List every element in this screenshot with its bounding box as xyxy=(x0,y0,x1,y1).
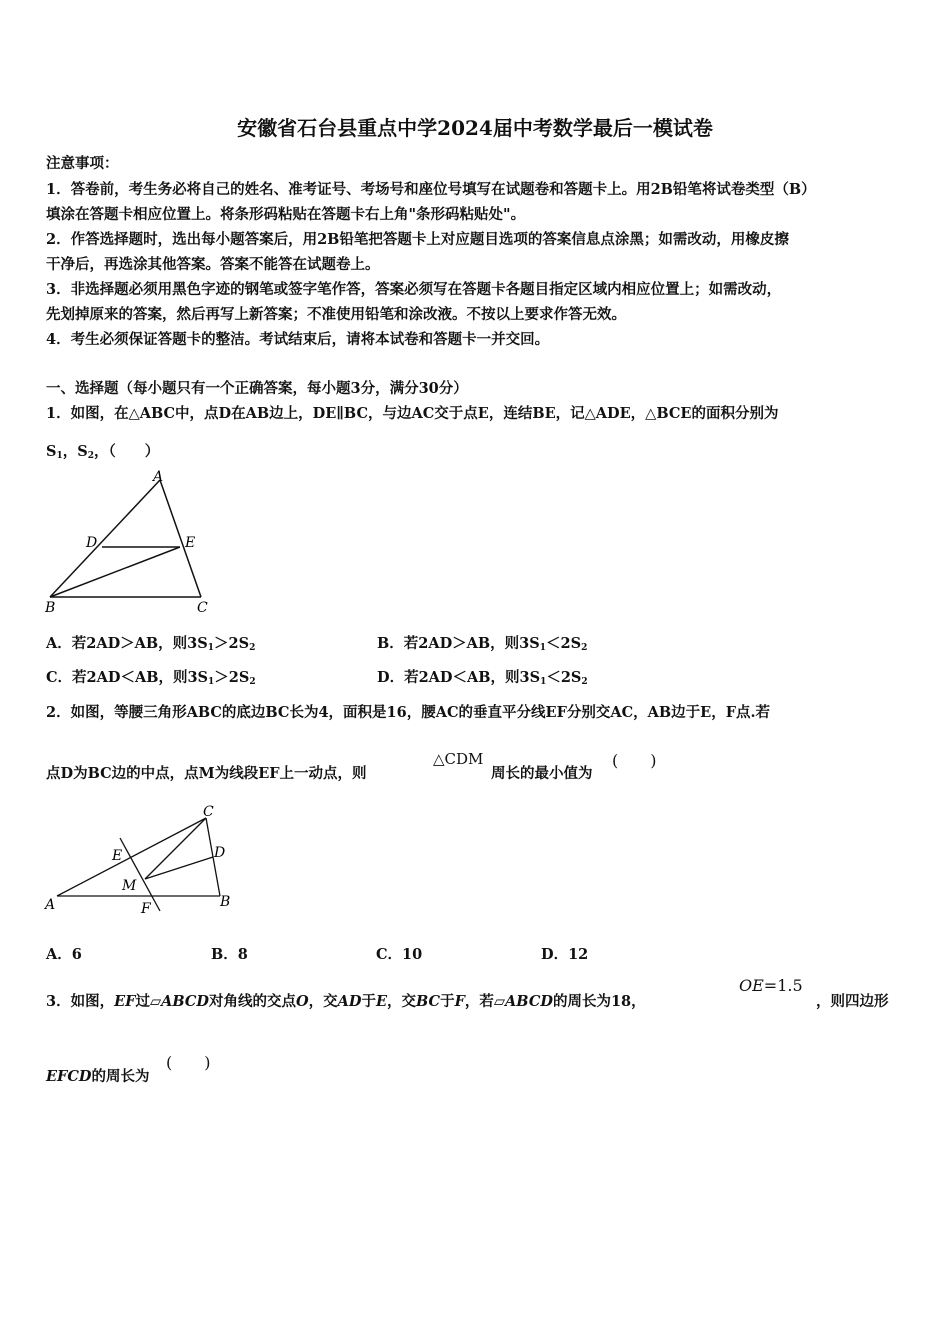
q2-option-b: B．8 xyxy=(211,946,248,963)
notice-line-5: 3．非选择题必须用黑色字迹的钢笔或签字笔作答，答案必须写在答题卡各题目指定区域内相应位置上；如需改动， xyxy=(46,281,782,298)
q1-stem-line1: 1．如图，在△ABC中，点D在AB边上，DE∥BC，与边AC交于点E，连结BE，记△ADE，△BCE的面积分别为 xyxy=(46,405,779,422)
q3-answer-paren: ( ) xyxy=(166,1053,211,1072)
q1-option-c: C．若2AD＜AB，则$3S_1>2S_2$ xyxy=(46,669,256,687)
q3-oe-expression: OE=1.5 xyxy=(739,976,803,995)
q2-option-a: A．6 xyxy=(46,946,82,963)
q1-triangle-figure xyxy=(42,468,222,618)
q3-stem-line1-tail: ，则四边形 xyxy=(816,993,889,1010)
q2-label-m: M xyxy=(122,878,137,894)
q2-label-c: C xyxy=(203,804,214,820)
q2-stem-line2-tail: 周长的最小值为 xyxy=(491,765,593,782)
q1-label-e: E xyxy=(185,535,196,551)
notice-line-7: 4．考生必须保证答题卡的整洁。考试结束后，请将本试卷和答题卡一并交回。 xyxy=(46,331,550,348)
notice-line-1: 1．答卷前，考生务必将自己的姓名、准考证号、考场号和座位号填写在试题卷和答题卡上。用2B铅笔将试卷类型（B） xyxy=(46,181,816,198)
q1-label-b: B xyxy=(45,600,56,616)
q2-label-b: B xyxy=(220,894,231,910)
q2-label-f: F xyxy=(141,901,151,917)
q2-stem-line2: 点D为BC边的中点，点M为线段EF上一动点，则 xyxy=(46,765,367,782)
q1-option-b: B．若2AD＞AB，则$3S_1<2S_2$ xyxy=(377,635,588,653)
notice-line-4: 干净后，再选涂其他答案。答案不能答在试题卷上。 xyxy=(46,256,380,273)
q2-triangle-figure xyxy=(40,800,240,920)
q1-option-a: A．若2AD＞AB，则$3S_1>2S_2$ xyxy=(46,635,256,653)
section-heading: 一、选择题（每小题只有一个正确答案，每小题3分，满分30分） xyxy=(46,380,468,397)
q1-label-a: A xyxy=(153,469,164,485)
q2-label-e: E xyxy=(112,848,123,864)
q1-option-d: D．若2AD＜AB，则$3S_1<2S_2$ xyxy=(377,669,588,687)
q3-stem-line2: EFCD的周长为 xyxy=(46,1068,150,1085)
q2-option-c: C．10 xyxy=(376,946,423,963)
q2-triangle-cdm: △CDM xyxy=(433,750,484,768)
q2-answer-paren: ( ) xyxy=(612,751,657,770)
notice-line-2: 填涂在答题卡相应位置上。将条形码粘贴在答题卡右上角"条形码粘贴处"。 xyxy=(46,206,526,223)
q3-stem-line1: 3．如图，EF过▱ABCD对角线的交点O，交AD于E，交BC于F，若▱ABCD的周长为18， xyxy=(46,993,646,1010)
q2-label-a: A xyxy=(45,897,56,913)
q2-option-d: D．12 xyxy=(541,946,589,963)
notice-line-3: 2．作答选择题时，选出每小题答案后，用2B铅笔把答题卡上对应题目选项的答案信息点涂黑；如需改动，用橡皮擦 xyxy=(46,231,789,248)
q1-stem-line2: $S_1$，$S_2$，（ ） xyxy=(46,443,160,461)
page-title: 安徽省石台县重点中学2024届中考数学最后一模试卷 xyxy=(237,116,713,140)
notice-line-6: 先划掉原来的答案，然后再写上新答案；不准使用铅笔和涂改液。不按以上要求作答无效。 xyxy=(46,306,626,323)
q2-stem-line1: 2．如图，等腰三角形ABC的底边BC长为4，面积是16，腰AC的垂直平分线EF分别交AC，AB边于E，F点.若 xyxy=(46,704,771,721)
q1-label-d: D xyxy=(86,535,98,551)
q1-label-c: C xyxy=(197,600,208,616)
notice-heading: 注意事项： xyxy=(46,155,119,172)
q2-label-d: D xyxy=(214,845,226,861)
